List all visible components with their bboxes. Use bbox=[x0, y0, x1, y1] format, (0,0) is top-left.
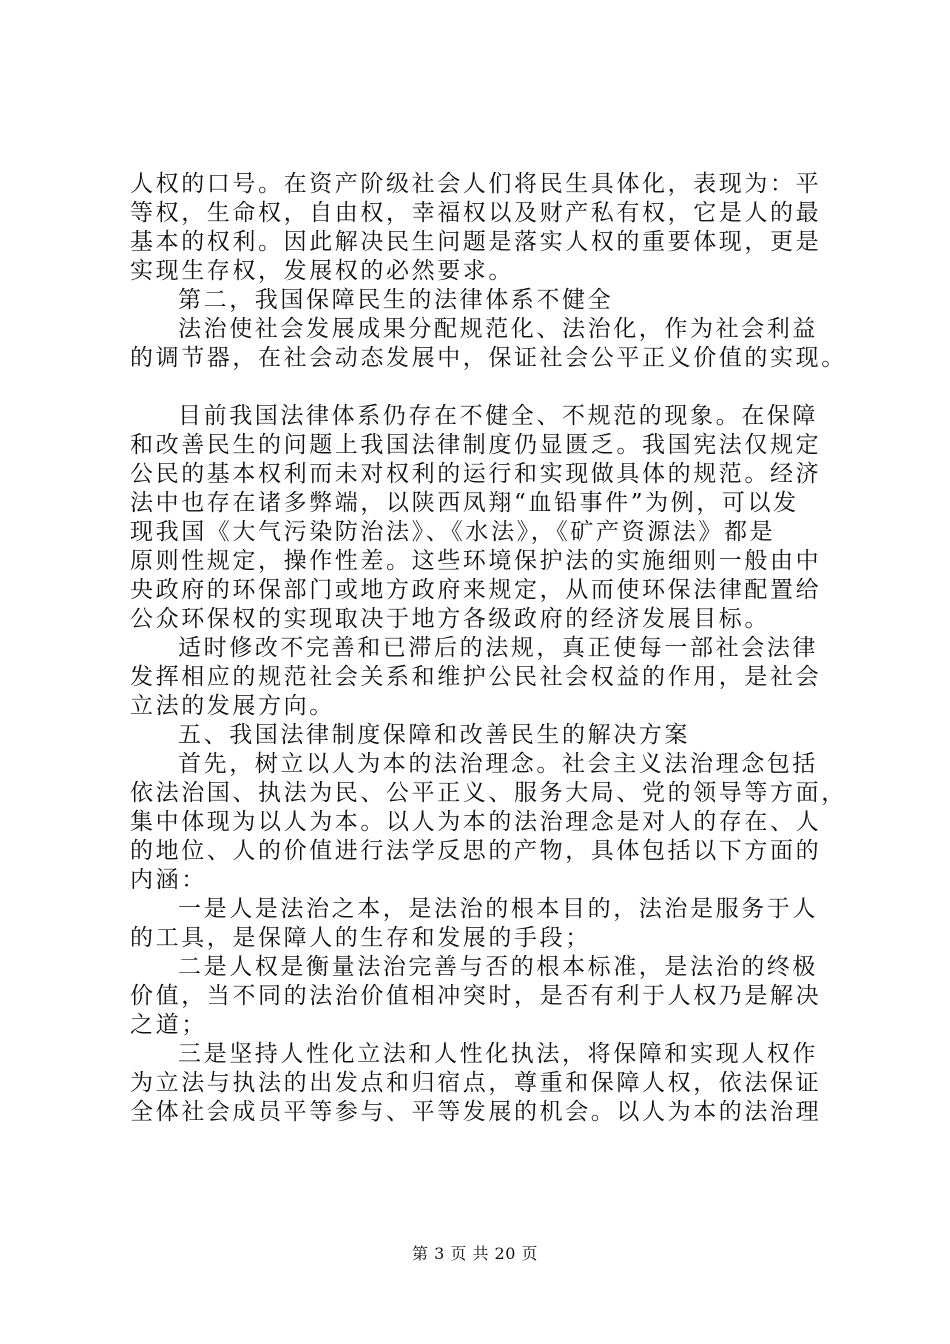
text-line: 全体社会成员平等参与、平等发展的机会。以人为本的法治理 bbox=[130, 1099, 822, 1125]
text-line: 依法治国、执法为民、公平正义、服务大局、党的领导等方面， bbox=[130, 780, 847, 806]
text-line: 适时修改不完善和已滞后的法规，真正使每一部社会法律 bbox=[178, 635, 818, 661]
paragraph bbox=[130, 170, 840, 286]
text-line: 基本的权利。因此解决民生问题是落实人权的重要体现，更是 bbox=[130, 229, 822, 255]
text-line: 原则性规定，操作性差。这些环境保护法的实施细则一般由中 bbox=[130, 548, 822, 574]
text-line: 现我国《大气污染防治法》、《水法》，《矿产资源法》都是 bbox=[130, 519, 776, 545]
paragraph bbox=[130, 1040, 840, 1127]
text-line: 立法的发展方向。 bbox=[130, 693, 335, 719]
text-line: 为立法与执法的出发点和归宿点，尊重和保障人权，依法保证 bbox=[130, 1070, 822, 1096]
text-line: 和改善民生的问题上我国法律制度仍显匮乏。我国宪法仅规定 bbox=[130, 432, 822, 458]
text-line: 实现生存权，发展权的必然要求。 bbox=[130, 258, 514, 284]
text-line: 公民的基本权利而未对权利的运行和实现做具体的规范。经济 bbox=[130, 461, 822, 487]
text-line: 法中也存在诸多弊端，以陕西凤翔“血铅事件”为例，可以发 bbox=[130, 490, 799, 516]
text-line: 发挥相应的规范社会关系和维护公民社会权益的作用，是社会 bbox=[130, 664, 822, 690]
page-number-footer: 第 3 页 共 20 页 bbox=[412, 1244, 538, 1263]
text-line: 内涵： bbox=[130, 867, 207, 893]
text-line: 二是人权是衡量法治完善与否的根本标准，是法治的终极 bbox=[178, 954, 818, 980]
text-line: 目前我国法律体系仍存在不健全、不规范的现象。在保障 bbox=[178, 403, 818, 429]
paragraph bbox=[130, 634, 840, 721]
text-line: 价值，当不同的法治价值相冲突时，是否有利于人权乃是解决 bbox=[130, 983, 822, 1009]
text-line: 三是坚持人性化立法和人性化执法，将保障和实现人权作 bbox=[178, 1041, 818, 1067]
text-line: 之道； bbox=[130, 1012, 207, 1038]
text-line: 法治使社会发展成果分配规范化、法治化，作为社会利益 bbox=[178, 316, 818, 342]
paragraph bbox=[130, 315, 847, 373]
text-line: 公众环保权的实现取决于地方各级政府的经济发展目标。 bbox=[130, 606, 770, 632]
paragraph bbox=[130, 953, 840, 1040]
paragraph bbox=[130, 750, 847, 895]
text-line: 的地位、人的价值进行法学反思的产物，具体包括以下方面的 bbox=[130, 838, 822, 864]
text-line: 一是人是法治之本，是法治的根本目的，法治是服务于人 bbox=[178, 896, 818, 922]
text-line: 首先，树立以人为本的法治理念。社会主义法治理念包括 bbox=[178, 751, 818, 777]
section-heading bbox=[130, 286, 840, 315]
paragraph-gap bbox=[130, 373, 840, 402]
text-line: 五、我国法律制度保障和改善民生的解决方案 bbox=[178, 722, 690, 748]
text-line: 的工具，是保障人的生存和发展的手段； bbox=[130, 925, 591, 951]
text-line: 央政府的环保部门或地方政府来规定，从而使环保法律配置给 bbox=[130, 577, 822, 603]
document-body bbox=[130, 170, 847, 1127]
paragraph bbox=[130, 402, 840, 634]
text-line: 第二，我国保障民生的法律体系不健全 bbox=[178, 287, 614, 313]
paragraph bbox=[130, 895, 840, 953]
text-line: 等权，生命权，自由权，幸福权以及财产私有权，它是人的最 bbox=[130, 200, 822, 226]
section-heading bbox=[130, 721, 840, 750]
text-line: 人权的口号。在资产阶级社会人们将民生具体化，表现为：平 bbox=[130, 171, 822, 197]
text-line: 的调节器，在社会动态发展中，保证社会公平正义价值的实现。 bbox=[130, 345, 847, 371]
text-line: 集中体现为以人为本。以人为本的法治理念是对人的存在、人 bbox=[130, 809, 822, 835]
